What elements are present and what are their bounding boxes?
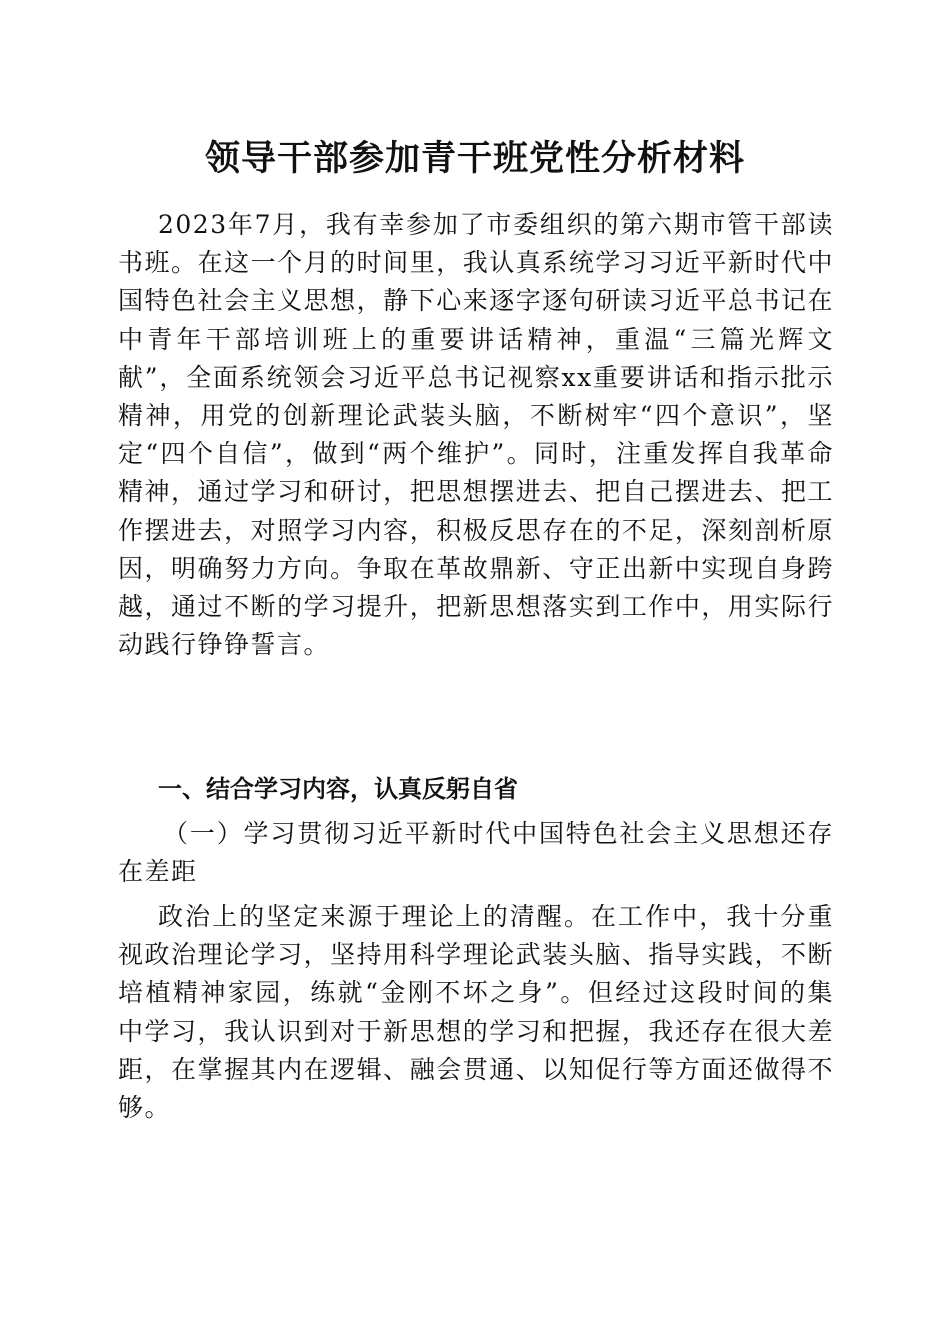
intro-paragraph: 2023年7月，我有幸参加了市委组织的第六期市管干部读书班。在这一个月的时间里，我认真系统学习习近平新时代中国特色社会主义思想，静下心来逐字逐句研读习近平总书记在中青年干部培训班上的重要讲话精神，重温“三篇光辉文献”，全面系统领会习近平总书记视察xx重要讲话和指示批示精神，用党的创新理论武装头脑，不断树牢“四个意识”，坚定“四个自信”，做到“两个维护”。同时，注重发挥自我革命精神，通过学习和研讨，把思想摆进去、把自己摆进去、把工作摆进去，对照学习内容，积极反思存在的不足，深刻剖析原因，明确努力方向。争取在革故鼎新、守正出新中实现自身跨越，通过不断的学习提升，把新思想落实到工作中，用实际行动践行铮铮誓言。 — [118, 210, 834, 660]
document-title: 领导干部参加青干班党性分析材料 — [204, 138, 745, 179]
subsection-heading: （一）学习贯彻习近平新时代中国特色社会主义思想还存在差距 — [118, 819, 834, 886]
section-paragraph: 政治上的坚定来源于理论上的清醒。在工作中，我十分重视政治理论学习，坚持用科学理论武装头脑、指导实践，不断培植精神家园，练就“金刚不坏之身”。但经过这段时间的集中学习，我认识到对于新思想的学习和把握，我还存在很大差距，在掌握其内在逻辑、融会贯通、以知促行等方面还做得不够。 — [118, 902, 834, 1123]
section-heading: 一、结合学习内容，认真反躬自省 — [158, 775, 518, 803]
